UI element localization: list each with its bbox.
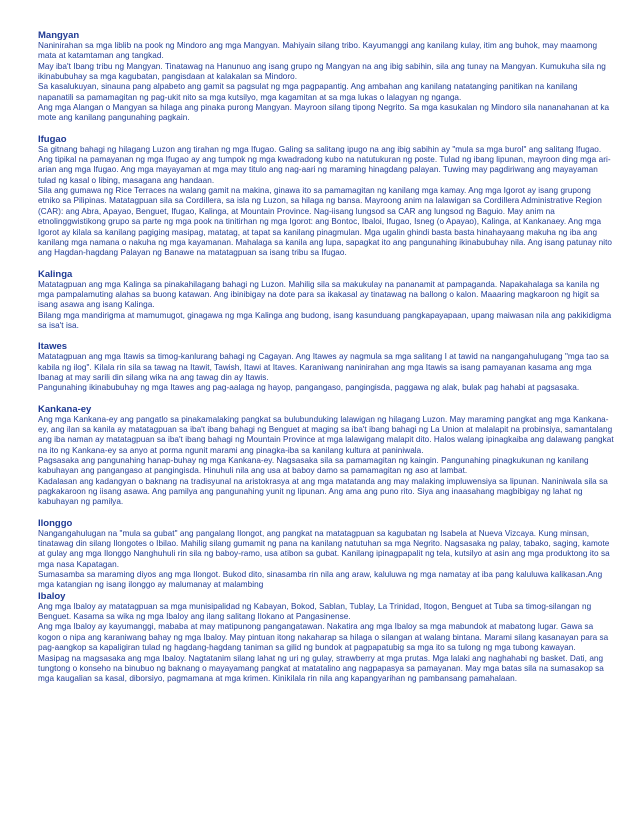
- paragraph: Ang tipikal na pamayanan ng mga Ifugao ay ang tumpok ng mga kwadradong kubo na natutukuran ng poste. Tulad ng ibang lipunan, mayroon ding mga ari-arian ang mga Ifugao. Ang mga mayayaman at mga may titulo ang nag-aari ng maraming hinagdang palayan. Tuwing may pagdiriwang ang mayayaman tulad ng kasal o libing, masagana ang handaan.: [38, 155, 611, 185]
- section-heading: Ibaloy: [38, 590, 66, 602]
- section-ibaloy: [38, 591, 614, 685]
- section-kalinga: [38, 269, 614, 332]
- paragraph: Nangangahulugan na "mula sa gubat" ang pangalang Ilongot, ang pangkat na matatagpuan sa kagubatan ng Isabela at Nueva Vizcaya. Kung minsan, tinatawag din silang Ilongotes o Ibilao. Mahilig silang gumamit ng pana na kanilang natutuhan sa mga Negrito. Nagsasaka ng palay, tabako, saging, kamote at gulay ang mga Ilonggo Nanghuhuli rin sila ng baboy-ramo, usa atibon sa gubat. Kanilang ipinagpapalit ng tela, kutsilyo at asin ang mga produktong ito sa mga nasa Kapatagan.: [38, 528, 610, 569]
- paragraph: Sumasamba sa maraming diyos ang mga Ilongot. Bukod dito, sinasamba rin nila ang araw, kaluluwa ng mga namatay at iba pang kaluluwa kalikasan.Ang mga katangian ng isang ilonggo ay malumanay at malambing: [38, 570, 603, 590]
- paragraph: May iba't Ibang tribu ng Mangyan. Tinatawag na Hanunuo ang isang grupo ng Mangyan na ang ibig sabihin, sila ang tunay na Mangyan. Kumukuha sila ng ikinabubuhay sa mga kagubatan, pangisdaan at kalakalan sa Mindoro.: [38, 61, 606, 82]
- paragraph: Matatagpuan ang mga Itawis sa timog-kanlurang bahagi ng Cagayan. Ang Itawes ay nagmula sa mga salitang I at tawid na nangangahulugang "mga tao sa kabila ng ilog". Kilala rin sila sa tawag na Itawit, Tawish, Itawi at Itaves. Karaniwang naninirahan ang mga Itawis sa isang pamayanan kasama ang mga Ibanag at may sarili din silang wika na ang tawag din ay Itawis.: [38, 352, 609, 382]
- paragraph: Kadalasan ang kadangyan o baknang na tradisyunal na aristokrasya at ang mga matatanda ang may malaking impluwensiya sa lipunan. Naniniwala sila sa pagkakaroon ng iisang asawa. Ang pamilya ang pangunahing yunit ng lipunan. Ang ama ang puno rito. Siya ang inaasahang magbibigay ng lahat ng kabuhayan ng pamilya.: [38, 476, 608, 507]
- section-heading: Ilonggo: [38, 517, 73, 529]
- paragraph: Ang mga Kankana-ey ang pangatlo sa pinakamalaking pangkat sa bulubunduking lalawigan ng hilagang Luzon. May maraming pangkat ang mga Kankana-ey, ang ilan sa kanila ay matatagpuan sa iba't ibang bahagi ng Benguet at maging sa iba't ibang bahagi ng La Union at malalapit na probinsiya, samantalang ang iba naman ay matatagpuan sa iba't ibang bahagi ng Mountain Province at mga lalawigang malapit dito. Halos walang ipinagkaiba ang dalawang pangkat na ito ng Kankana-ey sa anyo at porma ngunit marami ang pinagka-iba sa kanilang kultura at paniniwala.: [38, 414, 614, 455]
- paragraph: Ang mga Alangan o Mangyan sa hilaga ang pinaka purong Mangyan. Mayroon silang tipong Negrito. Sa mga kasukalan ng Mindoro sila nananahanan at ka mote ang kanilang pangunahing pagkain.: [38, 103, 610, 123]
- section-ifugao: [38, 134, 614, 259]
- section-kankana-ey: [38, 404, 614, 508]
- paragraph: Sila ang gumawa ng Rice Terraces na walang gamit na makina, ginawa ito sa pamamagitan ng kanilang mga kamay. Ang mga Igorot ay isang grupong etniko sa Pilipinas. Matatagpuan sila sa Cordillera, sa isla ng Luzon, sa hilaga ng bansa. Mayroong anim na lalawigan sa Cordillera Administrative Region (CAR): ang Abra, Apayao, Benguet, Ifugao, Kalinga, at Mountain Province. Nag-iisang lungsod sa CAR ang lungsod ng Baguio. May anim na etnolinggwistikong grupo sa parte ng mga pook na tinitirhan ng mga Igorot: ang Bontoc, Ibaloi, Ifugao, Isneg (o Apayao), Kalinga, at Kankanaey. Ang mga Igorot ay kilala sa kanilang pagiging masipag, matatag, at tapat sa kanilang pinagmulan. Mga ugalin ghindi basta basta hinahayaang makuha ng iba ang kanilang mga namana o nakuha ng mga kayamanan. Mahalaga sa kanila ang lupa, sapagkat ito ang pangunahing ikinabubuhay nila. Ang isang patunay nito ang Hagdan-hagdang Palayan ng Banawe na matatagpuan sa isang tribu sa Ifugao.: [38, 186, 613, 258]
- section-heading: Mangyan: [38, 30, 80, 41]
- section-heading: Kankana-ey: [38, 403, 92, 415]
- paragraph: Masipag na magsasaka ang mga Ibaloy. Nagtatanim silang lahat ng uri ng gulay, strawberry at mga prutas. Mga lalaki ang naghahabi ng basket. Dati, ang tungtong o konseho na binubuo ng baknang o mayayamang pangkat at matatalino ang nagpapasya sa pamayanan. May mga batas sila na sumasakop sa mga kaugalian sa kasal, diborsiyo, pagmamana at mga krimen. Kinikilala rin nila ang kapangyarihan ng pambansang pamahalaan.: [38, 653, 604, 684]
- paragraph: Ang mga Ibaloy ay matatagpuan sa mga munisipalidad ng Kabayan, Bokod, Sablan, Tublay, La Trinidad, Itogon, Benguet at Tuba sa timog-silangan ng Benguet. Kasama sa wika ng mga Ibaloy ang ilang salitang Ilokano at Pangasinense.: [38, 601, 592, 622]
- paragraph: Pangunahing ikinabubuhay ng mga Itawes ang pag-aalaga ng hayop, pangangaso, pangingisda, paggawa ng alak, bulak pag hahabi at pagsasaka.: [38, 383, 580, 393]
- section-heading: Ifugao: [38, 133, 67, 145]
- section-heading: Kalinga: [38, 268, 73, 280]
- paragraph: Pagsasaka ang pangunahing hanap-buhay ng mga Kankana-ey. Nagsasaka sila sa pamamagitan ng kaingin. Pangunahing pinagkukunan ng kanilang kabuhayan ang pangangaso at pangingisda. Hinuhuli nila ang usa at baboy damo sa pamamagitan ng aso at lambat.: [38, 456, 589, 476]
- paragraph: Bilang mga mandirigma at mamumugot, ginagawa ng mga Kalinga ang budong, isang kasunduang pangkapayapaan, upang maiwasan nila ang pakikidigma sa isa't isa.: [38, 310, 612, 330]
- section-mangyan: [38, 30, 614, 124]
- paragraph: Sa gitnang bahagi ng hilagang Luzon ang tirahan ng mga Ifugao. Galing sa salitang ipugo na ang ibig sabihin ay "mula sa mga burol" ang salitang Ifugao.: [38, 144, 602, 154]
- section-ilonggo: [38, 518, 614, 591]
- section-itawes: [38, 341, 614, 393]
- paragraph: Ang mga Ibaloy ay kayumanggi, mababa at may matipunong pangangatawan. Nakatira ang mga Ibaloy sa mga mabundok at mabatong lugar. Gawa sa kogon o nipa ang karaniwang bahay ng mga Ibaloy. May pintuan itong nakaharap sa hilaga o silangan at walang bintana. Marami silang kasanayan para sa pag-aangkop sa kapaligiran tulad ng hagdang-hagdang taniman sa gilid ng bundok at pagpapatubig sa mga ito sa tulong ng mga tubong kawayan.: [38, 622, 609, 653]
- paragraph: Sa kasalukuyan, sinauna pang alpabeto ang gamit sa pagsulat ng mga pagpapantig. Ang ambahan ang kanilang natatanging panitikan na kanilang napanatili sa pamamagitan ng pag-ukit nito sa mga kutsilyo, mga kagamitan at sa mga lukas o lalagyan ng nganga.: [38, 82, 578, 102]
- section-heading: Itawes: [38, 341, 68, 353]
- paragraph: Matatagpuan ang mga Kalinga sa pinakahilagang bahagi ng Luzon. Mahilig sila sa makukulay na pananamit at pampaganda. Napakahalaga sa kanila ng mga pampalamuting alahas sa buong katawan. Ang ibinibigay na dote para sa ikakasal ay tinatawag na ballong o kalon. Maaaring magkaroon ng higit sa isang asawa ang isang Kalinga.: [38, 279, 600, 310]
- paragraph: Naninirahan sa mga liblib na pook ng Mindoro ang mga Mangyan. Mahiyain silang tribo. Kayumanggi ang kanilang kulay, itim ang buhok, may maamong mata at katamtaman ang tangkad.: [38, 41, 598, 61]
